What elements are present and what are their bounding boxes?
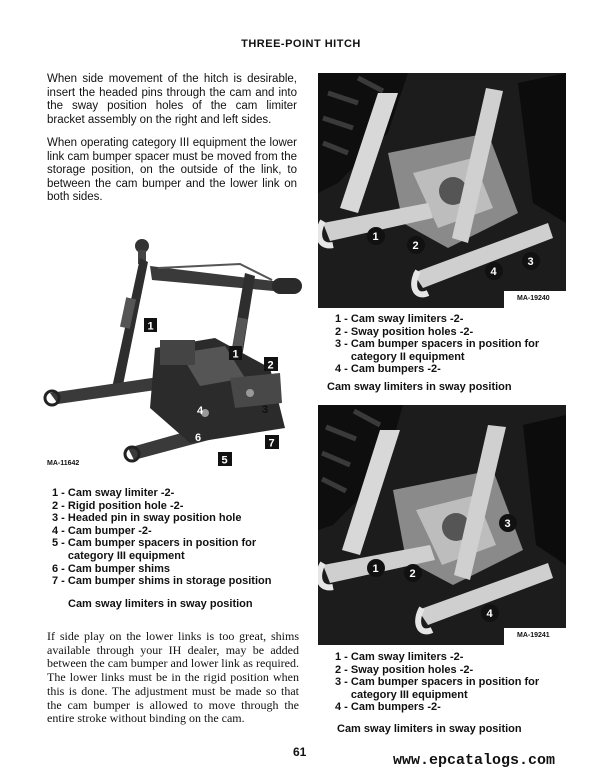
diagram-callout-1a-label: 1 (147, 320, 154, 333)
legend-item (52, 525, 302, 538)
hitch-diagram (40, 228, 305, 473)
legend-item (52, 537, 302, 562)
legend-item-num: 3 - (52, 512, 68, 525)
photo2-tag: MA-19241 (517, 632, 550, 639)
legend-item-text: Cam bumper spacers in position for category II equipment (350, 338, 540, 363)
legend-item-text: Headed pin in sway position hole (67, 512, 242, 525)
photo-1-svg (318, 73, 566, 308)
legend-item (335, 701, 570, 714)
photo2-callout-4-label: 4 (486, 608, 493, 620)
legend-item-text: Cam bumper -2- (67, 524, 152, 537)
legend-item-text: Cam bumpers -2- (350, 701, 441, 714)
photo2-callout-3 (499, 514, 517, 532)
watermark-url: www.epcatalogs.com (393, 752, 556, 769)
legend-item-text: Cam sway limiters -2- (350, 651, 464, 663)
legend-item (335, 313, 570, 326)
legend-item (52, 512, 302, 525)
diagram-callout-2 (264, 357, 278, 372)
photo2-callout-1-label: 1 (372, 563, 379, 575)
legend-item-text: Cam sway limiter -2- (67, 487, 175, 499)
photo2-callout-2-label: 2 (409, 568, 416, 580)
photo1-tag: MA-19240 (517, 295, 550, 302)
diagram-tag: MA-11642 (47, 460, 80, 467)
photo1-legend (335, 313, 570, 376)
photo1-callout-3 (522, 252, 540, 270)
legend-item-text: Cam bumper spacers in position for category III equipment (67, 537, 257, 562)
diagram-callout-7 (265, 435, 279, 450)
legend-item-num: 4 - (335, 701, 351, 714)
diagram-callout-6-label: 6 (195, 432, 202, 444)
legend-item (335, 363, 570, 376)
photo2-legend (335, 651, 570, 714)
page-number: 61 (293, 745, 307, 759)
cam-bracket-assembly (150, 338, 285, 443)
photo1-callout-4-label: 4 (490, 266, 497, 278)
photo1-caption: Cam sway limiters in sway position (327, 381, 512, 393)
legend-item-num: 6 - (52, 562, 68, 575)
photo2-callout-2 (404, 564, 422, 582)
legend-item-num: 1 - (335, 313, 351, 325)
photo-2-svg (318, 405, 566, 645)
diagram-legend (52, 487, 302, 588)
photo2-callout-1 (367, 559, 385, 577)
photo1-callout-1 (367, 227, 385, 245)
diagram-callout-6 (195, 432, 201, 444)
legend-item-text: Rigid position hole -2- (67, 499, 184, 512)
legend-item-num: 3 - (335, 338, 351, 351)
legend-item (52, 575, 302, 588)
top-link (135, 239, 302, 294)
diagram-caption: Cam sway limiters in sway position (68, 598, 253, 610)
legend-item-text: Sway position holes -2- (350, 325, 474, 338)
legend-item (52, 487, 302, 500)
legend-item (335, 664, 570, 677)
legend-item-num: 7 - (52, 575, 68, 588)
legend-item-num: 4 - (52, 524, 68, 537)
photo-cam-sway-category-ii (318, 73, 566, 308)
photo2-callout-4 (481, 604, 499, 622)
diagram-callout-1b-label: 1 (232, 348, 239, 361)
legend-item-text: Sway position holes -2- (350, 663, 474, 676)
photo1-callout-3-label: 3 (527, 256, 534, 268)
legend-item (52, 500, 302, 513)
page-header-title: THREE-POINT HITCH (241, 38, 361, 50)
legend-item-text: Cam sway limiters -2- (350, 313, 464, 325)
legend-item (335, 651, 570, 664)
diagram-callout-2-label: 2 (267, 359, 274, 372)
legend-item-text: Cam bumper shims (67, 562, 170, 575)
legend-item-text: Cam bumper shims in storage position (67, 575, 272, 588)
photo1-callout-4 (485, 262, 503, 280)
legend-item-num: 5 - (52, 537, 68, 550)
diagram-callout-3 (262, 404, 268, 416)
photo1-callout-1-label: 1 (372, 231, 379, 243)
legend-item-num: 1 - (335, 651, 351, 663)
legend-item-num: 4 - (335, 363, 351, 376)
paragraph-side-play: If side play on the lower links is too great, shims available through your IH dealer, may be added between the cam bumper and lower link as required. The lower links must be in the rigid position when this is done. The adjustment must be made so that the cam bumper is allowed to move through the entire stroke without binding on the cam. (47, 629, 299, 726)
diagram-callout-1a (144, 318, 157, 333)
legend-item (335, 676, 570, 701)
photo2-callout-3-label: 3 (504, 518, 511, 530)
legend-item-text: Cam bumper spacers in position for category III equipment (350, 676, 540, 701)
diagram-callout-4-label: 4 (197, 405, 204, 417)
legend-item-num: 3 - (335, 676, 351, 689)
legend-item-num: 2 - (335, 325, 351, 338)
diagram-callout-7-label: 7 (268, 437, 275, 450)
diagram-callout-1b (229, 346, 242, 361)
photo1-callout-2 (407, 236, 425, 254)
diagram-callout-5 (218, 452, 232, 467)
legend-item-num: 2 - (335, 663, 351, 676)
legend-item (335, 326, 570, 339)
paragraph-category-iii: When operating category III equipment the lower link cam bumper spacer must be moved from the storage position, on the outside of the link, to between the cam bumper and the lower link on both sides. (47, 137, 297, 204)
hitch-diagram-svg (40, 228, 305, 473)
legend-item (52, 563, 302, 576)
photo1-callout-2-label: 2 (412, 240, 419, 252)
photo-cam-sway-category-iii (318, 405, 566, 645)
left-lift-link (112, 258, 148, 390)
legend-item-text: Cam bumpers -2- (350, 363, 441, 376)
diagram-callout-5-label: 5 (221, 454, 228, 467)
photo2-caption: Cam sway limiters in sway position (337, 723, 522, 735)
legend-item-num: 2 - (52, 499, 68, 512)
paragraph-sway-movement: When side movement of the hitch is desirable, insert the headed pins through the cam and into the sway position holes of the cam limiter bracket assembly on the right and left sides. (47, 73, 297, 126)
legend-item (335, 338, 570, 363)
diagram-callout-3-label: 3 (262, 404, 269, 416)
diagram-callout-4 (197, 405, 204, 417)
legend-item-num: 1 - (52, 487, 68, 499)
